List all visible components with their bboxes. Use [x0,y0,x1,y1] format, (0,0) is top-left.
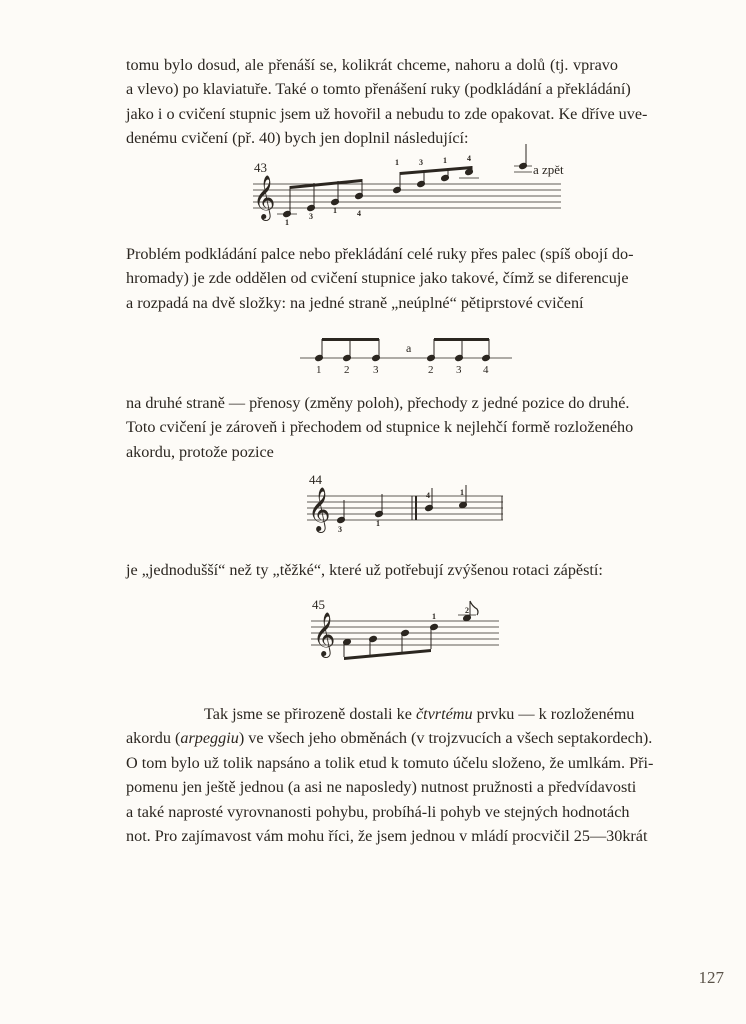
text-line: tomu bylo dosud, ale přenáší se, kolikrát chceme, nahoru a dolů (tj. vpravo [126,56,618,74]
svg-text:3: 3 [338,525,342,534]
treble-clef-icon: 𝄞 [313,614,336,656]
text-line: Problém podkládání palce nebo překládání celé ruky přes palec (spíš obojí do- [126,245,634,263]
svg-text:1: 1 [460,488,464,497]
svg-text:2: 2 [465,606,469,615]
text-line: na druhé straně — přenosy (změny poloh), přechody z jedné pozice do druhé. [126,394,630,412]
example-number: 43 [254,160,267,175]
text-line: jako i o cvičení stupnic jsem už hovořil a nebudu to zde opakovat. Ke dříve uve- [126,104,648,123]
paragraph-3 [126,391,634,464]
text-line: a vlevo) po klaviatuře. Také o tomto přenášení ruky (podkládání a překládání) [126,80,631,99]
text-line: a také naprosté vyrovnanosti pohybu, probíhá-li pohyb ve stejných hodnotách [126,802,630,821]
text-line: Tak jsme se přirozeně dostali ke čtvrtému prvku — k rozloženému [204,705,635,723]
svg-text:4: 4 [467,154,471,163]
rhythm-figure [300,334,515,376]
music-example-44 [307,470,512,538]
svg-text:1: 1 [432,612,436,621]
page-number: 127 [698,968,724,987]
svg-text:3: 3 [456,364,462,376]
svg-text:1: 1 [376,519,380,528]
text-line: pomenu jen ještě jednou (a asi ne naposledy) nutnost pružnosti a předvídavosti [126,778,637,797]
text-line: akordu, protože pozice [126,442,274,461]
svg-text:3: 3 [309,212,313,221]
paragraph-5 [126,702,654,848]
emphasis: čtvrtému [415,705,473,723]
svg-text:1: 1 [443,156,447,165]
text-line: not. Pro zajímavost vám mohu říci, že jsem jednou v mládí procvičil 25—30krát [126,827,648,846]
connector-text: a [406,341,412,355]
svg-text:2: 2 [428,364,434,376]
text-line: denému cvičení (př. 40) bych jen doplnil následující: [126,129,469,148]
svg-text:1: 1 [395,158,399,167]
fingering-numbers [285,154,471,227]
fingering-numbers [338,488,464,534]
svg-text:1: 1 [333,206,337,215]
svg-text:1: 1 [316,364,322,376]
text-line: akordu (arpeggiu) ve všech jeho obměnách (v trojzvucích a všech septakordech). [126,729,653,748]
svg-text:4: 4 [483,364,489,376]
svg-text:4: 4 [426,491,430,500]
paragraph-4 [126,558,618,582]
svg-text:2: 2 [344,364,350,376]
emphasis: arpeggiu [180,729,239,748]
treble-clef-icon: 𝄞 [253,177,276,219]
notes-group [343,601,478,660]
notes-group [277,144,532,218]
text-line: Toto cvičení je zároveň i přechodem od stupnice k nejlehčí formě rozloženého [126,418,634,437]
text-line: O tom bylo už tolik napsáno a tolik etud k tomuto účelu složeno, že umlkám. Při- [126,753,654,772]
svg-text:4: 4 [357,209,361,218]
paragraph-2 [126,242,634,315]
example-number: 44 [309,472,322,487]
fingering-numbers [316,364,489,376]
paragraph-1 [126,53,648,151]
text-line: a rozpadá na dvě složky: na jedné straně „neúplné“ pětiprstové cvičení [126,293,584,312]
svg-text:3: 3 [373,364,379,376]
svg-text:1: 1 [285,218,289,227]
treble-clef-icon: 𝄞 [308,489,331,531]
text-line: hromady) je zde oddělen od cvičení stupnice jako takové, čímž se diferencuje [126,269,629,288]
music-example-43 [245,154,575,230]
staff [307,496,503,520]
svg-text:3: 3 [419,158,423,167]
music-example-45 [311,597,511,667]
example-number: 45 [312,597,325,612]
text-line: je „jednodušší“ než ty „těžké“, které už potřebují zvýšenou rotaci zápěstí: [126,561,603,579]
example-label: a zpět [533,162,564,177]
notes-group [337,485,468,524]
